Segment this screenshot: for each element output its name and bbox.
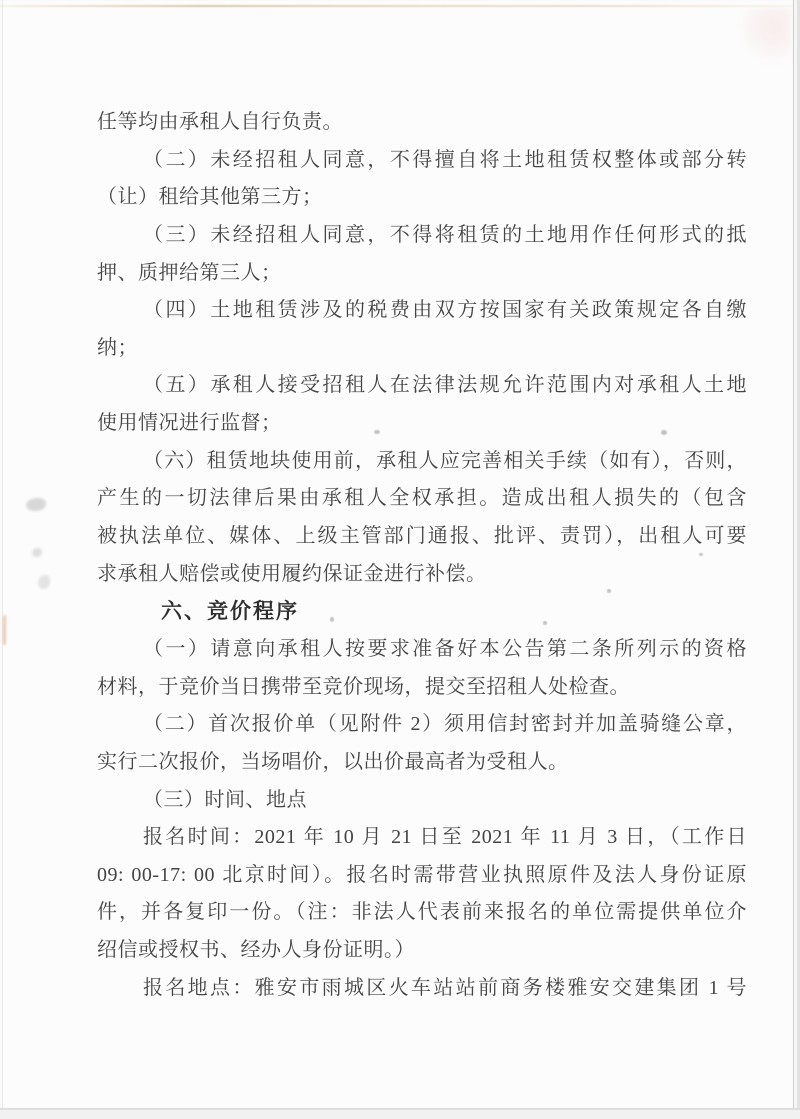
text-line: 报名时间：2021 年 10 月 21 日至 2021 年 11 月 3 日，（工作日 (143, 826, 747, 849)
text-line: 任等均由承租人自行负责。 (97, 111, 343, 133)
scanner-bed-bottom-strip (0, 1108, 800, 1119)
text-line: （四）土地租赁涉及的税费由双方按国家有关政策规定各自缴 (143, 299, 747, 322)
section-heading: 六、竞价程序 (161, 600, 299, 624)
text-line: （三）未经招租人同意，不得将租赁的土地用作任何形式的抵 (143, 223, 747, 246)
text-line: 09: 00-17: 00 北京时间）。报名时需带营业执照原件及法人身份证原 (97, 863, 747, 886)
text-line: 求承租人赔偿或使用履约保证金进行补偿。 (97, 562, 487, 585)
scan-artifact-top-edge (0, 5, 793, 7)
scan-artifact-smudge (32, 548, 42, 557)
text-line: （让）租给其他第三方； (97, 186, 323, 209)
text-line: 绍信或授权书、经办人身份证明。） (97, 939, 415, 962)
scan-artifact-top-right-tint (735, 8, 791, 68)
text-line: （二）首次报价单（见附件 2）须用信封密封并加盖骑缝公章， (143, 713, 747, 736)
text-line: （二）未经招租人同意，不得擅自将土地租赁权整体或部分转 (143, 148, 747, 171)
scan-artifact-orange-streak (3, 615, 6, 645)
text-line: 产生的一切法律后果由承租人全权承担。造成出租人损失的（包含 (97, 487, 747, 510)
text-line: 实行二次报价，当场唱价，以出价最高者为受租人。 (97, 750, 569, 773)
text-line: 报名地点：雅安市雨城区火车站站前商务楼雅安交建集团 1 号 (143, 976, 747, 999)
text-line: （五）承租人接受招租人在法律法规允许范围内对承租人土地 (143, 374, 747, 397)
text-line: （一）请意向承租人按要求准备好本公告第二条所列示的资格 (143, 637, 747, 660)
text-line: （六）租赁地块使用前，承租人应完善相关手续（如有），否则， (143, 449, 747, 472)
scan-artifact-smudge (38, 575, 50, 589)
scanner-bed-right-strip (793, 0, 800, 1119)
text-line: 押、质押给第三人； (97, 261, 282, 284)
text-line: 纳； (97, 336, 138, 359)
text-line: （三）时间、地点 (143, 788, 307, 811)
document-text (97, 104, 747, 1007)
scan-artifact-smudge (26, 498, 46, 511)
text-line: 被执法单位、媒体、上级主管部门通报、批评、责罚），出租人可要 (97, 525, 747, 548)
scan-artifact-left-edge (2, 0, 3, 1108)
text-line: 材料，于竞价当日携带至竞价现场，提交至招租人处检查。 (97, 675, 630, 698)
text-line: 使用情况进行监督； (97, 412, 282, 435)
text-line: 件，并各复印一份。（注：非法人代表前来报名的单位需提供单位介 (97, 901, 747, 924)
